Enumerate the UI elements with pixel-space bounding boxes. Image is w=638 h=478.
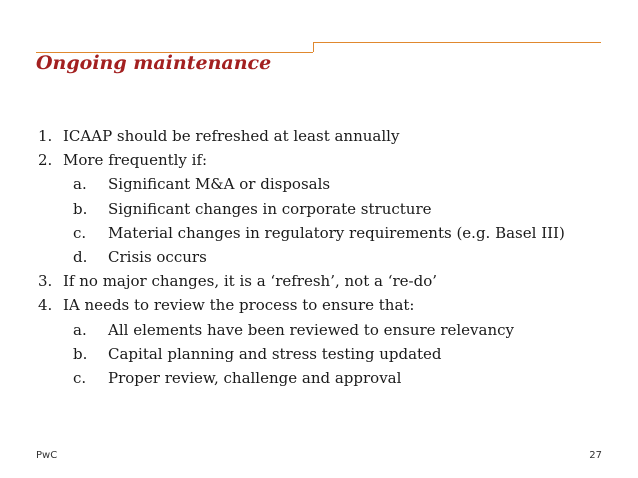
sub-list-item-marker: a. xyxy=(73,320,87,339)
sub-list-item-marker: b. xyxy=(73,199,88,218)
list-item-text: IA needs to review the process to ensure that: xyxy=(63,296,415,315)
sub-list-item-marker: c. xyxy=(73,223,87,242)
list-item-text: More frequently if: xyxy=(63,151,208,170)
list-item-marker: 3. xyxy=(38,272,53,291)
sub-list-item-text: All elements have been reviewed to ensure relevancy xyxy=(108,320,515,339)
page-title: Ongoing maintenance xyxy=(36,52,272,74)
header-rule-step xyxy=(313,42,314,52)
list-item-text: If no major changes, it is a ‘refresh’, not a ‘re-do’ xyxy=(63,272,437,291)
sub-list-item-text: Significant changes in corporate structure xyxy=(108,199,432,218)
list-item-text: ICAAP should be refreshed at least annually xyxy=(63,127,400,145)
sub-list-item-text: Significant M&A or disposals xyxy=(108,175,331,194)
page-number: 27 xyxy=(589,450,602,461)
list-item-marker: 1. xyxy=(38,127,53,145)
sub-list-item-marker: d. xyxy=(73,247,88,266)
sub-list-item-marker: c. xyxy=(73,368,87,387)
sub-list-item-text: Capital planning and stress testing updated xyxy=(108,344,442,363)
sub-list-item-marker: b. xyxy=(73,344,88,363)
header-rule-upper xyxy=(313,42,601,43)
sub-list-item-marker: a. xyxy=(73,175,87,194)
list-item-marker: 2. xyxy=(38,151,53,170)
footer-brand: PwC xyxy=(36,450,58,461)
sub-list-item-text: Proper review, challenge and approval xyxy=(108,368,402,387)
sub-list-item-text: Material changes in regulatory requirements (e.g. Basel III) xyxy=(108,223,565,242)
list-item-marker: 4. xyxy=(38,296,53,315)
sub-list-item-text: Crisis occurs xyxy=(108,247,207,266)
